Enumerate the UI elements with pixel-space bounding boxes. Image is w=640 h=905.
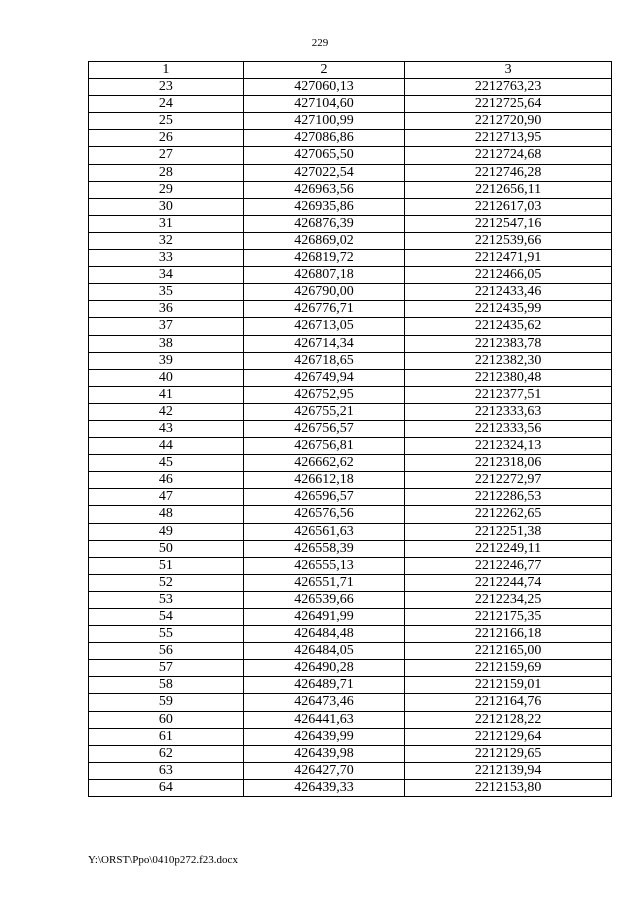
point-number-cell: 40 xyxy=(89,369,244,386)
x-coordinate-cell: 426963,56 xyxy=(243,181,405,198)
point-number-cell: 52 xyxy=(89,574,244,591)
table-row xyxy=(89,745,612,762)
x-coordinate-cell: 427104,60 xyxy=(243,96,405,113)
y-coordinate-cell: 2212333,56 xyxy=(405,420,612,437)
x-coordinate-cell: 426807,18 xyxy=(243,267,405,284)
table-row xyxy=(89,694,612,711)
x-coordinate-cell: 426484,05 xyxy=(243,643,405,660)
x-coordinate-cell: 426576,56 xyxy=(243,506,405,523)
y-coordinate-cell: 2212471,91 xyxy=(405,250,612,267)
y-coordinate-cell: 2212262,65 xyxy=(405,506,612,523)
x-coordinate-cell: 426439,99 xyxy=(243,728,405,745)
table-row xyxy=(89,455,612,472)
table-row xyxy=(89,232,612,249)
point-number-cell: 27 xyxy=(89,147,244,164)
x-coordinate-cell: 426489,71 xyxy=(243,677,405,694)
y-coordinate-cell: 2212435,99 xyxy=(405,301,612,318)
x-coordinate-cell: 426819,72 xyxy=(243,250,405,267)
point-number-cell: 59 xyxy=(89,694,244,711)
table-row xyxy=(89,96,612,113)
x-coordinate-cell: 426612,18 xyxy=(243,472,405,489)
point-number-cell: 34 xyxy=(89,267,244,284)
y-coordinate-cell: 2212234,25 xyxy=(405,591,612,608)
point-number-cell: 63 xyxy=(89,762,244,779)
table-row xyxy=(89,198,612,215)
point-number-cell: 38 xyxy=(89,335,244,352)
point-number-cell: 60 xyxy=(89,711,244,728)
y-coordinate-cell: 2212333,63 xyxy=(405,403,612,420)
y-coordinate-cell: 2212656,11 xyxy=(405,181,612,198)
table-row xyxy=(89,250,612,267)
table-row xyxy=(89,79,612,96)
x-coordinate-cell: 426558,39 xyxy=(243,540,405,557)
y-coordinate-cell: 2212153,80 xyxy=(405,779,612,796)
point-number-cell: 55 xyxy=(89,626,244,643)
x-coordinate-cell: 426790,00 xyxy=(243,284,405,301)
y-coordinate-cell: 2212164,76 xyxy=(405,694,612,711)
table-row xyxy=(89,284,612,301)
y-coordinate-cell: 2212539,66 xyxy=(405,232,612,249)
table-row xyxy=(89,711,612,728)
y-coordinate-cell: 2212324,13 xyxy=(405,438,612,455)
point-number-cell: 45 xyxy=(89,455,244,472)
y-coordinate-cell: 2212617,03 xyxy=(405,198,612,215)
x-coordinate-cell: 426484,48 xyxy=(243,626,405,643)
x-coordinate-cell: 426439,33 xyxy=(243,779,405,796)
point-number-cell: 54 xyxy=(89,609,244,626)
x-coordinate-cell: 426869,02 xyxy=(243,232,405,249)
y-coordinate-cell: 2212165,00 xyxy=(405,643,612,660)
x-coordinate-cell: 426662,62 xyxy=(243,455,405,472)
point-number-cell: 23 xyxy=(89,79,244,96)
table-row xyxy=(89,301,612,318)
y-coordinate-cell: 2212246,77 xyxy=(405,557,612,574)
y-coordinate-cell: 2212166,18 xyxy=(405,626,612,643)
table-row xyxy=(89,523,612,540)
page-number: 229 xyxy=(311,37,329,49)
x-coordinate-cell: 426473,46 xyxy=(243,694,405,711)
point-number-cell: 31 xyxy=(89,215,244,232)
y-coordinate-cell: 2212128,22 xyxy=(405,711,612,728)
x-coordinate-cell: 426441,63 xyxy=(243,711,405,728)
table-row xyxy=(89,164,612,181)
x-coordinate-cell: 426876,39 xyxy=(243,215,405,232)
table-row xyxy=(89,438,612,455)
table-row xyxy=(89,215,612,232)
x-coordinate-cell: 427065,50 xyxy=(243,147,405,164)
column-header-3: 3 xyxy=(405,62,612,79)
y-coordinate-cell: 2212433,46 xyxy=(405,284,612,301)
point-number-cell: 28 xyxy=(89,164,244,181)
x-coordinate-cell: 426776,71 xyxy=(243,301,405,318)
point-number-cell: 33 xyxy=(89,250,244,267)
table-row xyxy=(89,557,612,574)
footer-file-path: Y:\ORST\Ppo\0410p272.f23.docx xyxy=(88,854,238,866)
y-coordinate-cell: 2212377,51 xyxy=(405,386,612,403)
y-coordinate-cell: 2212435,62 xyxy=(405,318,612,335)
point-number-cell: 61 xyxy=(89,728,244,745)
y-coordinate-cell: 2212466,05 xyxy=(405,267,612,284)
table-row xyxy=(89,267,612,284)
y-coordinate-cell: 2212547,16 xyxy=(405,215,612,232)
x-coordinate-cell: 426596,57 xyxy=(243,489,405,506)
point-number-cell: 51 xyxy=(89,557,244,574)
table-row xyxy=(89,643,612,660)
x-coordinate-cell: 426555,13 xyxy=(243,557,405,574)
y-coordinate-cell: 2212724,68 xyxy=(405,147,612,164)
table-header-row xyxy=(89,62,612,79)
y-coordinate-cell: 2212159,69 xyxy=(405,660,612,677)
y-coordinate-cell: 2212746,28 xyxy=(405,164,612,181)
table-row xyxy=(89,181,612,198)
y-coordinate-cell: 2212318,06 xyxy=(405,455,612,472)
point-number-cell: 35 xyxy=(89,284,244,301)
table-row xyxy=(89,779,612,796)
point-number-cell: 58 xyxy=(89,677,244,694)
x-coordinate-cell: 426755,21 xyxy=(243,403,405,420)
x-coordinate-cell: 426935,86 xyxy=(243,198,405,215)
table-row xyxy=(89,318,612,335)
table-row xyxy=(89,335,612,352)
table-row xyxy=(89,113,612,130)
y-coordinate-cell: 2212383,78 xyxy=(405,335,612,352)
x-coordinate-cell: 426752,95 xyxy=(243,386,405,403)
y-coordinate-cell: 2212382,30 xyxy=(405,352,612,369)
point-number-cell: 53 xyxy=(89,591,244,608)
x-coordinate-cell: 426713,05 xyxy=(243,318,405,335)
point-number-cell: 49 xyxy=(89,523,244,540)
point-number-cell: 62 xyxy=(89,745,244,762)
y-coordinate-cell: 2212713,95 xyxy=(405,130,612,147)
point-number-cell: 43 xyxy=(89,420,244,437)
y-coordinate-cell: 2212286,53 xyxy=(405,489,612,506)
table-row xyxy=(89,369,612,386)
y-coordinate-cell: 2212380,48 xyxy=(405,369,612,386)
x-coordinate-cell: 426714,34 xyxy=(243,335,405,352)
x-coordinate-cell: 427022,54 xyxy=(243,164,405,181)
coordinates-table xyxy=(88,61,612,797)
y-coordinate-cell: 2212129,64 xyxy=(405,728,612,745)
table-row xyxy=(89,660,612,677)
y-coordinate-cell: 2212139,94 xyxy=(405,762,612,779)
x-coordinate-cell: 426749,94 xyxy=(243,369,405,386)
x-coordinate-cell: 426490,28 xyxy=(243,660,405,677)
point-number-cell: 24 xyxy=(89,96,244,113)
point-number-cell: 47 xyxy=(89,489,244,506)
table-row xyxy=(89,352,612,369)
point-number-cell: 64 xyxy=(89,779,244,796)
x-coordinate-cell: 426439,98 xyxy=(243,745,405,762)
point-number-cell: 44 xyxy=(89,438,244,455)
point-number-cell: 56 xyxy=(89,643,244,660)
y-coordinate-cell: 2212159,01 xyxy=(405,677,612,694)
x-coordinate-cell: 427100,99 xyxy=(243,113,405,130)
x-coordinate-cell: 427086,86 xyxy=(243,130,405,147)
y-coordinate-cell: 2212272,97 xyxy=(405,472,612,489)
y-coordinate-cell: 2212251,38 xyxy=(405,523,612,540)
table-row xyxy=(89,130,612,147)
y-coordinate-cell: 2212763,23 xyxy=(405,79,612,96)
point-number-cell: 57 xyxy=(89,660,244,677)
table-row xyxy=(89,626,612,643)
point-number-cell: 48 xyxy=(89,506,244,523)
table-row xyxy=(89,420,612,437)
table-row xyxy=(89,506,612,523)
point-number-cell: 50 xyxy=(89,540,244,557)
point-number-cell: 41 xyxy=(89,386,244,403)
x-coordinate-cell: 426551,71 xyxy=(243,574,405,591)
table-row xyxy=(89,677,612,694)
table-row xyxy=(89,386,612,403)
table-row xyxy=(89,574,612,591)
y-coordinate-cell: 2212244,74 xyxy=(405,574,612,591)
x-coordinate-cell: 427060,13 xyxy=(243,79,405,96)
y-coordinate-cell: 2212725,64 xyxy=(405,96,612,113)
point-number-cell: 42 xyxy=(89,403,244,420)
x-coordinate-cell: 426539,66 xyxy=(243,591,405,608)
x-coordinate-cell: 426718,65 xyxy=(243,352,405,369)
point-number-cell: 39 xyxy=(89,352,244,369)
table-row xyxy=(89,591,612,608)
x-coordinate-cell: 426756,81 xyxy=(243,438,405,455)
x-coordinate-cell: 426427,70 xyxy=(243,762,405,779)
table-row xyxy=(89,609,612,626)
table-row xyxy=(89,489,612,506)
point-number-cell: 29 xyxy=(89,181,244,198)
table-row xyxy=(89,403,612,420)
y-coordinate-cell: 2212720,90 xyxy=(405,113,612,130)
point-number-cell: 37 xyxy=(89,318,244,335)
point-number-cell: 32 xyxy=(89,232,244,249)
point-number-cell: 36 xyxy=(89,301,244,318)
y-coordinate-cell: 2212249,11 xyxy=(405,540,612,557)
point-number-cell: 26 xyxy=(89,130,244,147)
table-row xyxy=(89,472,612,489)
column-header-2: 2 xyxy=(243,62,405,79)
point-number-cell: 30 xyxy=(89,198,244,215)
table-row xyxy=(89,147,612,164)
table-row xyxy=(89,762,612,779)
column-header-1: 1 xyxy=(89,62,244,79)
point-number-cell: 46 xyxy=(89,472,244,489)
x-coordinate-cell: 426561,63 xyxy=(243,523,405,540)
table-row xyxy=(89,540,612,557)
x-coordinate-cell: 426756,57 xyxy=(243,420,405,437)
x-coordinate-cell: 426491,99 xyxy=(243,609,405,626)
y-coordinate-cell: 2212129,65 xyxy=(405,745,612,762)
table-row xyxy=(89,728,612,745)
point-number-cell: 25 xyxy=(89,113,244,130)
y-coordinate-cell: 2212175,35 xyxy=(405,609,612,626)
